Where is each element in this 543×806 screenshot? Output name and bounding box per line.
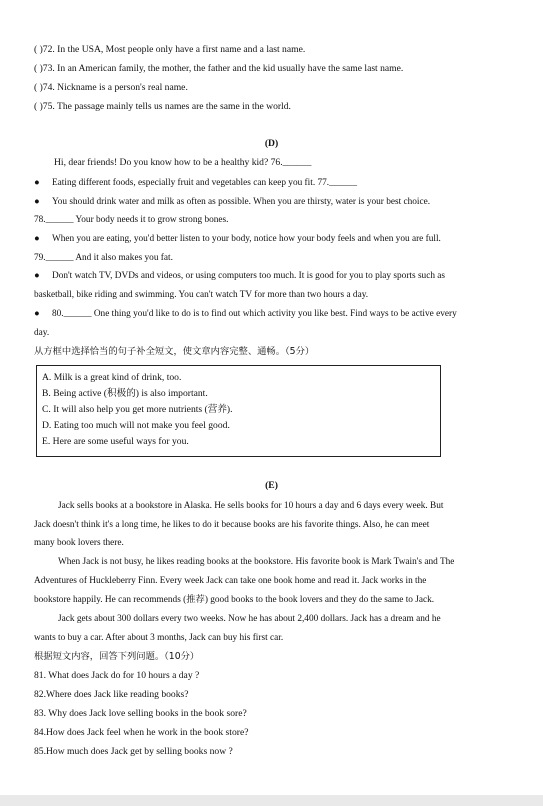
passage-line: bookstore happily. He can recommends (推荐) good books to the book lovers and they do the same to Jack. — [34, 595, 435, 605]
section-d-line: ● You should drink water and milk as often as possible. When you are thirsty, water is your best choice. — [34, 197, 431, 207]
section-e-instruction: 根据短文内容，回答下列问题。（10分） — [34, 651, 200, 662]
question-84: 84.How does Jack feel when he work in the book store? — [34, 727, 249, 738]
question-83: 83. Why does Jack love selling books in the book sore? — [34, 708, 247, 719]
passage-line: wants to buy a car. After about 3 months, Jack can buy his first car. — [34, 633, 284, 643]
question-73: ( )73. In an American family, the mother, the father and the kid usually have the same last name. — [34, 63, 404, 74]
question-72: ( )72. In the USA, Most people only have a first name and a last name. — [34, 44, 306, 55]
question-81: 81. What does Jack do for 10 hours a day ? — [34, 670, 200, 681]
section-d-line: day. — [34, 328, 50, 338]
passage-line: Jack sells books at a bookstore in Alaska. He sells books for 10 hours a day and 6 days every week. But — [58, 501, 444, 511]
option-e: E. Here are some useful ways for you. — [42, 436, 189, 447]
section-d-heading: (D) — [264, 138, 279, 149]
question-85: 85.How much does Jack get by selling books now ? — [34, 746, 233, 757]
section-d-line: 79.______ And it also makes you fat. — [34, 253, 173, 263]
passage-line: Jack gets about 300 dollars every two weeks. Now he has about 2,400 dollars. Jack has a dream and he — [58, 614, 441, 624]
section-d-line: basketball, bike riding and swimming. You can't watch TV for more than two hours a day. — [34, 290, 369, 300]
bullet-icon: ● — [34, 309, 40, 319]
bullet-icon: ● — [34, 234, 40, 244]
passage-line: many book lovers there. — [34, 538, 124, 548]
section-d-intro: Hi, dear friends! Do you know how to be a healthy kid? 76.______ — [54, 157, 312, 168]
bullet-icon: ● — [34, 271, 40, 281]
question-74: ( )74. Nickname is a person's real name. — [34, 82, 188, 93]
section-d-line: ● When you are eating, you'd better listen to your body, notice how your body feels and when you are full. — [34, 234, 441, 244]
passage-line: Jack doesn't think it's a long time, he likes to do it because books are his favorite things. Also, he can meet — [34, 520, 430, 530]
option-a: A. Milk is a great kind of drink, too. — [42, 372, 182, 383]
section-d-line: ● 80.______ One thing you'd like to do is to find out which activity you like best. Find ways to be active every — [34, 309, 457, 319]
section-e-heading: (E) — [265, 480, 278, 491]
section-d-line: ● Don't watch TV, DVDs and videos, or using computers too much. It is good for you to play sports such as — [34, 271, 446, 281]
passage-line: Adventures of Huckleberry Finn. Every week Jack can take one book home and read it. Jack works in the — [34, 576, 427, 586]
option-c: C. It will also help you get more nutrients (营养). — [42, 404, 233, 415]
section-d-instruction: 从方框中选择恰当的句子补全短文，使文章内容完整、通畅。（5分） — [34, 346, 315, 357]
option-b: B. Being active (积极的) is also important. — [42, 388, 208, 399]
bottom-edge — [0, 795, 543, 806]
option-d: D. Eating too much will not make you feel good. — [42, 420, 230, 431]
question-75: ( )75. The passage mainly tells us names are the same in the world. — [34, 101, 291, 112]
options-box — [36, 365, 441, 457]
bullet-icon: ● — [34, 178, 40, 188]
passage-line: When Jack is not busy, he likes reading books at the bookstore. His favorite book is Mark Twain's and The — [58, 557, 455, 567]
bullet-icon: ● — [34, 197, 40, 207]
section-d-line: ● Eating different foods, especially fruit and vegetables can keep you fit. 77.______ — [34, 178, 357, 188]
question-82: 82.Where does Jack like reading books? — [34, 689, 189, 700]
section-d-line: 78.______ Your body needs it to grow strong bones. — [34, 215, 229, 225]
